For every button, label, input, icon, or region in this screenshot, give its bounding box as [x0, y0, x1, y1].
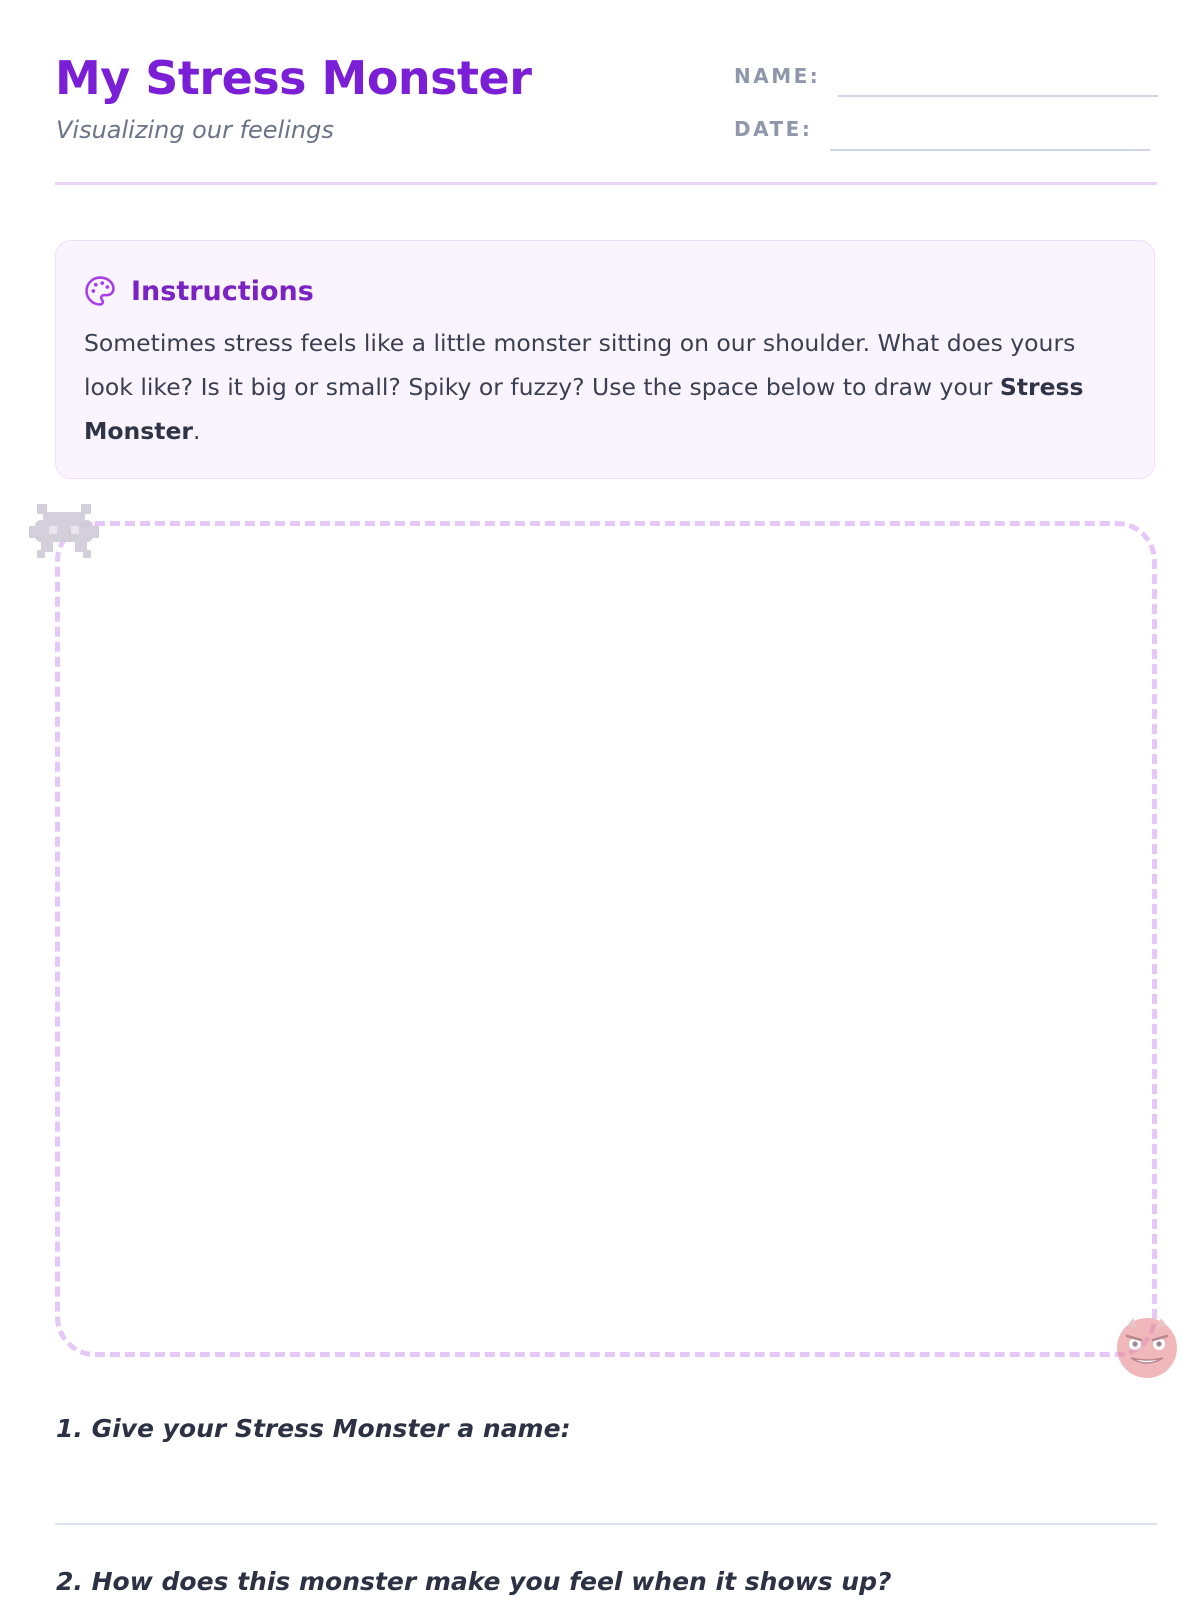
worksheet-subtitle: Visualizing our feelings — [56, 116, 334, 144]
worksheet-title: My Stress Monster — [55, 51, 532, 105]
instructions-text-end: . — [193, 417, 201, 445]
name-label: NAME: — [734, 64, 821, 88]
instructions-title: Instructions — [131, 275, 314, 307]
date-label: DATE: — [734, 117, 813, 141]
instructions-header — [83, 274, 314, 308]
instructions-text — [84, 321, 1124, 453]
space-invader-monster-icon — [29, 500, 99, 562]
answer-line-1[interactable] — [55, 1523, 1157, 1525]
drawing-area[interactable] — [55, 521, 1157, 1357]
instructions-text-bold: Stress Monster — [84, 373, 1084, 445]
red-ogre-face-icon — [1113, 1312, 1181, 1380]
question-2: 2. How does this monster make you feel when it shows up? — [56, 1567, 892, 1596]
name-field-line[interactable] — [838, 95, 1158, 97]
instructions-text-part: Sometimes stress feels like a little monster sitting on our shoulder. What does yours look like? Is it big or small? Spiky or fuzzy? Use the space below to draw your — [84, 329, 1076, 401]
question-1: 1. Give your Stress Monster a name: — [56, 1414, 571, 1443]
instructions-box — [55, 240, 1155, 479]
date-field-line[interactable] — [830, 149, 1150, 151]
palette-icon — [83, 274, 117, 308]
header-divider — [55, 182, 1157, 185]
